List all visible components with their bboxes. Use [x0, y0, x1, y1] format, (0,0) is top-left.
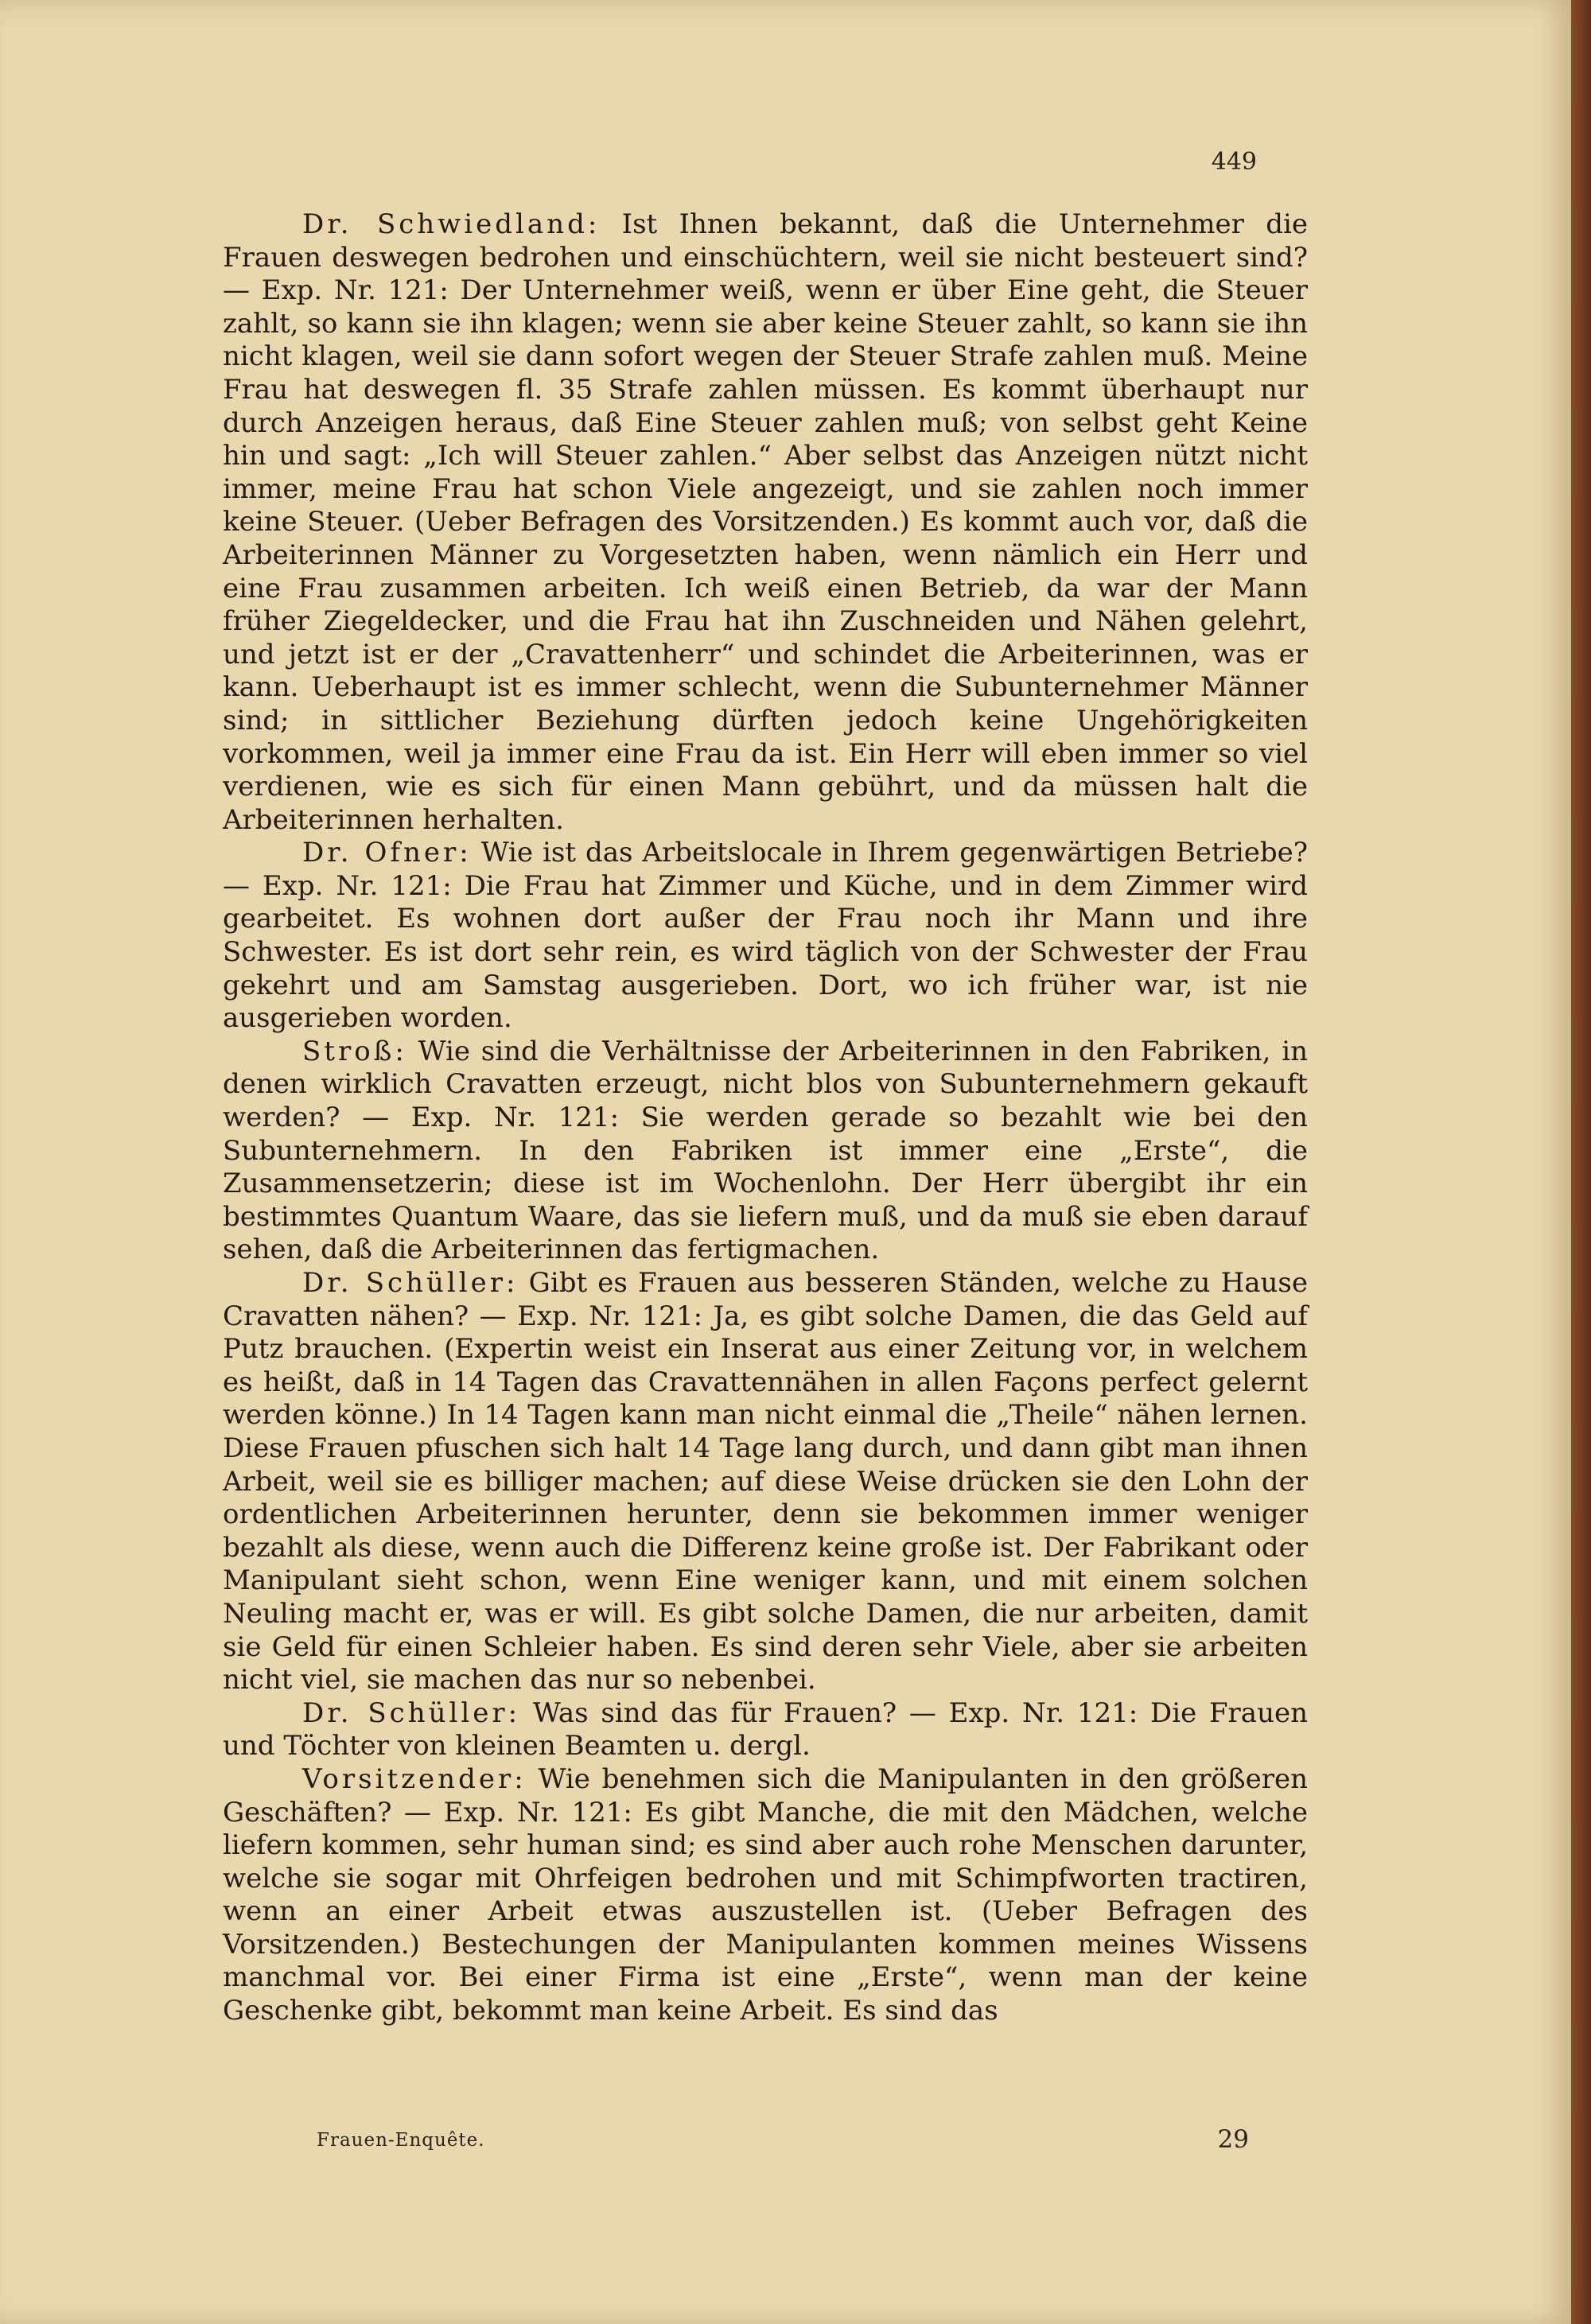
body-text [223, 208, 1308, 2028]
speaker-name: Dr. Schwiedland: [302, 208, 601, 240]
paragraph-6 [223, 1763, 1308, 2028]
speaker-name: Dr. Schüller: [302, 1696, 521, 1729]
paragraph-3 [223, 1036, 1308, 1267]
speaker-name: Dr. Schüller: [302, 1267, 519, 1299]
paragraph-text: Ist Ihnen bekannt, daß die Unternehmer die Frauen deswegen bedrohen und einschüchtern, weil sie nicht besteuert sind? — Exp. Nr. 121: Der Unternehmer weiß, wenn er über Eine geht, die Steuer zahlt, so kann sie ihn klagen; wenn sie aber keine Steuer zahlt, so kann sie ihn nicht klagen, weil sie dann sofort wegen der Steuer Strafe zahlen muß. Meine Frau hat deswegen fl. 35 Strafe zahlen müssen. Es kommt überhaupt nur durch Anzeigen heraus, daß Eine Steuer zahlen muß; von selbst geht Keine hin und sagt: „Ich will Steuer zahlen.“ Aber selbst das Anzeigen nützt nicht immer, meine Frau hat schon Viele angezeigt, und sie zahlen noch immer keine Steuer. (Ueber Befragen des Vorsitzenden.) Es kommt auch vor, daß die Arbeiterinnen Männer zu Vorgesetzten haben, wenn nämlich ein Herr und eine Frau zusammen arbeiten. Ich weiß einen Betrieb, da war der Mann früher Ziegeldecker, und die Frau hat ihn Zuschneiden und Nähen gelehrt, und jetzt ist er der „Cravattenherr“ und schindet die Arbeiterinnen, was er kann. Ueberhaupt ist es immer schlecht, wenn die Subunternehmer Männer sind; in sittlicher Beziehung dürften jedoch keine Ungehörigkeiten vorkommen, weil ja immer eine Frau da ist. Ein Herr will eben immer so viel verdienen, wie es sich für einen Mann gebührt, und da müssen halt die Arbeiterinnen herhalten. [223, 208, 1308, 836]
paragraph-text: Wie ist das Arbeitslocale in Ihrem gegenwärtigen Betriebe? — Exp. Nr. 121: Die Frau hat Zimmer und Küche, und in dem Zimmer wird gearbeitet. Es wohnen dort außer der Frau noch ihr Mann und ihre Schwester. Es ist dort sehr rein, es wird täglich von der Schwester der Frau gekehrt und am Samstag ausgerieben. Dort, wo ich früher war, ist nie ausgerieben worden. [223, 837, 1309, 1035]
footer-signature: Frauen-Enquête. [317, 2130, 485, 2151]
speaker-name: Stroß: [302, 1035, 407, 1067]
speaker-name: Vorsitzender: [302, 1762, 527, 1795]
paragraph-5 [223, 1697, 1308, 1763]
paragraph-text: Gibt es Frauen aus besseren Ständen, welche zu Hause Cravatten nähen? — Exp. Nr. 121: Ja, es gibt solche Damen, die das Geld auf Putz brauchen. (Expertin weist ein Inserat aus einer Zeitung vor, in welchem es heißt, daß in 14 Tagen das Cravattennähen in allen Façons perfect gelernt werden könne.) In 14 Tagen kann man nicht einmal die „Theile“ nähen lernen. Diese Frauen pfuschen sich halt 14 Tage lang durch, und dann gibt man ihnen Arbeit, weil sie es billiger machen; auf diese Weise drücken sie den Lohn der ordentlichen Arbeiterinnen herunter, denn sie bekommen immer weniger bezahlt als diese, wenn auch die Differenz keine große ist. Der Fabrikant oder Manipulant sieht schon, wenn Eine weniger kann, und mit einem solchen Neuling macht er, was er will. Es gibt solche Damen, die nur arbeiten, damit sie Geld für einen Schleier haben. Es sind deren sehr Viele, aber sie arbeiten nicht viel, sie machen das nur so nebenbei. [223, 1267, 1308, 1696]
paragraph-text: Was sind das für Frauen? — Exp. Nr. 121: Die Frauen und Töchter von kleinen Beamten u. dergl. [223, 1696, 1308, 1762]
footer-number: 29 [1217, 2125, 1249, 2154]
paragraph-2 [223, 837, 1308, 1036]
paragraph-text: Wie benehmen sich die Manipulanten in den größeren Geschäften? — Exp. Nr. 121: Es gibt Manche, die mit den Mädchen, welche liefern kommen, sehr human sind; es sind aber auch rohe Menschen darunter, welche sie sogar mit Ohrfeigen bedrohen und mit Schimpfworten tractiren, wenn an einer Arbeit etwas auszustellen ist. (Ueber Befragen des Vorsitzenden.) Bestechungen der Manipulanten kommen meines Wissens manchmal vor. Bei einer Firma ist eine „Erste“, wenn man der keine Geschenke gibt, bekommt man keine Arbeit. Es sind das [223, 1762, 1309, 2027]
speaker-name: Dr. Ofner: [302, 837, 472, 869]
paragraph-4 [223, 1267, 1308, 1697]
paragraph-text: Wie sind die Verhältnisse der Arbeiterinnen in den Fabriken, in denen wirklich Cravatten erzeugt, nicht blos von Subunternehmern gekauft werden? — Exp. Nr. 121: Sie werden gerade so bezahlt wie bei den Subunternehmern. In den Fabriken ist immer eine „Erste“, die Zusammensetzerin; diese ist im Wochenlohn. Der Herr übergibt ihr ein bestimmtes Quantum Waare, das sie liefern muß, und da muß sie eben darauf sehen, daß die Arbeiterinnen das fertigmachen. [223, 1035, 1308, 1266]
book-edge [1571, 0, 1591, 2324]
paragraph-1 [223, 208, 1308, 837]
page-number: 449 [1211, 148, 1257, 176]
